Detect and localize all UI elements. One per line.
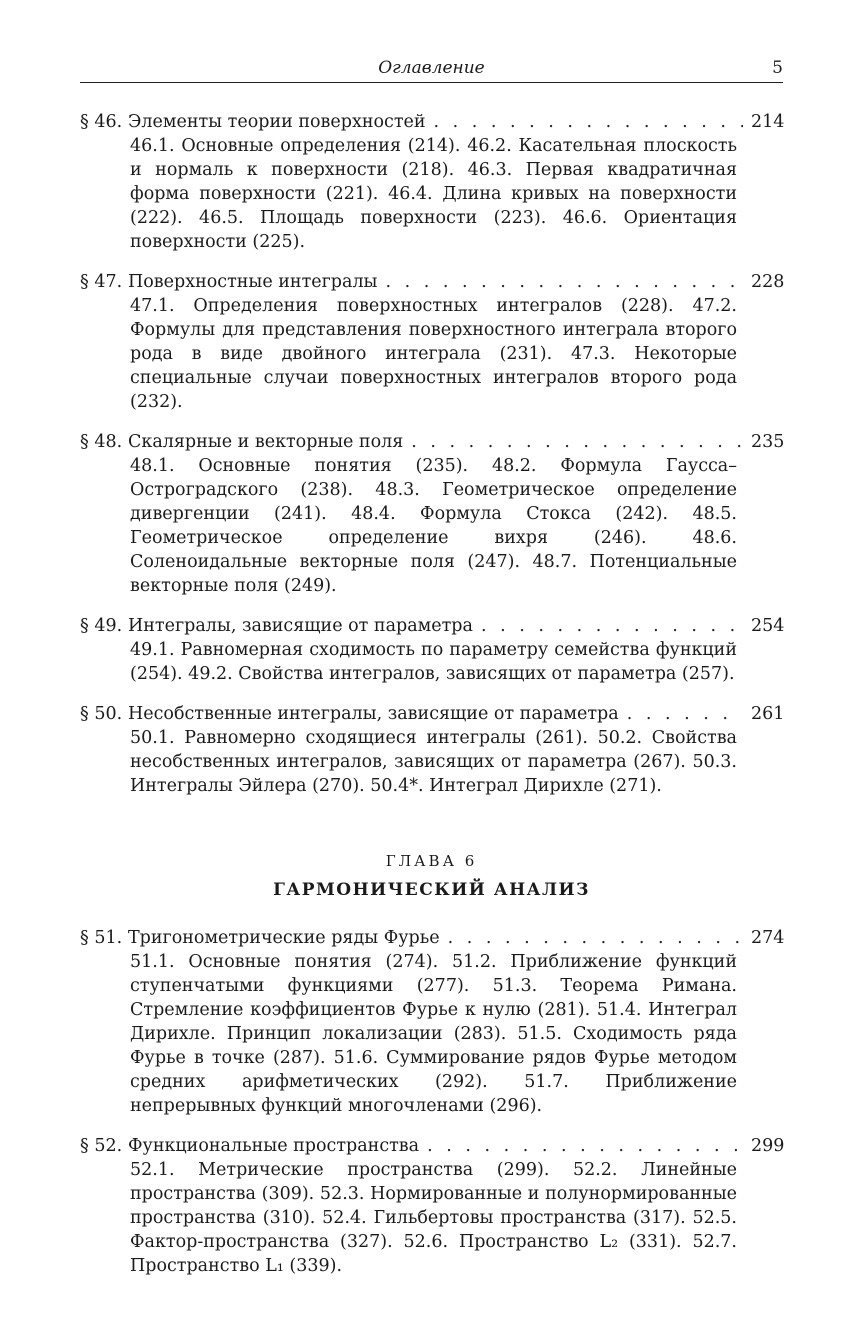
section-page: 299 (751, 1136, 785, 1156)
section-page: 274 (751, 928, 785, 948)
subsection-list: 50.1. Равномерно сходящиеся интегралы (261). 50.2. Свойства несобственных интегралов, зависящих от параметра (267). 50.3. Интегралы Эйлера (270). 50.4*. Интеграл Дирихле (271). (130, 728, 737, 796)
section-page: 235 (751, 432, 785, 452)
section-number: § 47. (80, 272, 123, 292)
section-title: Скалярные и векторные поля (128, 432, 404, 452)
subsection-list: 48.1. Основные понятия (235). 48.2. Формула Гаусса–Остроградского (238). 48.3. Геометрическое определение дивергенции (241). 48.4. Формула Стокса (242). 48.5. Геометрическое определение вихря (246). 48.6. Соленоидальные векторные поля (247). 48.7. Потенциальные векторные поля (249). (130, 456, 737, 596)
section-title: Элементы теории поверхностей (128, 112, 426, 132)
page-number: 5 (772, 58, 783, 78)
toc-page (80, 56, 783, 1278)
section-title: Интегралы, зависящие от параметра (128, 616, 473, 636)
running-header (80, 56, 783, 83)
toc-entry-47 (80, 270, 783, 414)
section-title: Тригонометрические ряды Фурье (128, 928, 440, 948)
subsection-list: 51.1. Основные понятия (274). 51.2. Приближение функций ступенчатыми функциями (277). 51.3. Теорема Римана. Стремление коэффициентов Фурье к нулю (281). 51.4. Интеграл Дирихле. Принцип локализации (283). 51.5. Сходимость ряда Фурье в точке (287). 51.6. Суммирование рядов Фурье методом средних арифметических (292). 51.7. Приближение непрерывных функций многочленами (296). (130, 952, 737, 1116)
toc-entry-heading[interactable] (80, 614, 783, 638)
leader-dots (481, 614, 743, 638)
section-title: Поверхностные интегралы (128, 272, 378, 292)
toc-entry-46 (80, 110, 783, 254)
section-page: 261 (751, 704, 785, 724)
section-page: 214 (751, 112, 785, 132)
leader-dots (434, 110, 743, 134)
section-number: § 51. (80, 928, 123, 948)
leader-dots (448, 926, 743, 950)
toc-entry-heading[interactable] (80, 926, 783, 950)
chapter-title: ГАРМОНИЧЕСКИЙ АНАЛИЗ (273, 880, 590, 900)
leader-dots (427, 1134, 743, 1158)
toc-entry-heading[interactable] (80, 1134, 783, 1158)
section-number: § 49. (80, 616, 123, 636)
toc-entry-heading[interactable] (80, 270, 783, 294)
leader-dots (411, 430, 743, 454)
subsection-list: 49.1. Равномерная сходимость по параметру семейства функций (254). 49.2. Свойства интегралов, зависящих от параметра (257). (130, 640, 737, 684)
leader-dots (386, 270, 744, 294)
section-page: 254 (751, 616, 785, 636)
toc-entry-48 (80, 430, 783, 598)
subsection-list: 46.1. Основные определения (214). 46.2. Касательная плоскость и нормаль к поверхности (218). 46.3. Первая квадратичная форма поверхности (221). 46.4. Длина кривых на поверхности (222). 46.5. Площадь поверхности (223). 46.6. Ориентация поверхности (225). (130, 136, 737, 252)
toc-entry-50 (80, 702, 783, 798)
section-page: 228 (751, 272, 785, 292)
section-title: Несобственные интегралы, зависящие от параметра (128, 704, 619, 724)
chapter-label: ГЛАВА 6 (385, 852, 478, 870)
toc-entry-52 (80, 1134, 783, 1278)
section-number: § 50. (80, 704, 123, 724)
section-number: § 48. (80, 432, 123, 452)
section-title: Функциональные пространства (128, 1136, 420, 1156)
section-number: § 52. (80, 1136, 123, 1156)
toc-entry-49 (80, 614, 783, 686)
leader-dots (627, 702, 743, 726)
toc-entry-heading[interactable] (80, 430, 783, 454)
section-number: § 46. (80, 112, 123, 132)
running-header-title: Оглавление (378, 58, 485, 78)
toc-entry-51 (80, 926, 783, 1118)
toc-entry-heading[interactable] (80, 702, 783, 726)
subsection-list: 47.1. Определения поверхностных интегралов (228). 47.2. Формулы для представления поверхностного интеграла второго рода в виде двойного интеграла (231). 47.3. Некоторые специальные случаи поверхностных интегралов второго рода (232). (130, 296, 737, 412)
toc-entry-heading[interactable] (80, 110, 783, 134)
subsection-list: 52.1. Метрические пространства (299). 52.2. Линейные пространства (309). 52.3. Нормированные и полунормированные пространства (310). 52.4. Гильбертовы пространства (317). 52.5. Фактор-пространства (327). 52.6. Пространство L₂ (331). 52.7. Пространство L₁ (339). (130, 1160, 737, 1276)
